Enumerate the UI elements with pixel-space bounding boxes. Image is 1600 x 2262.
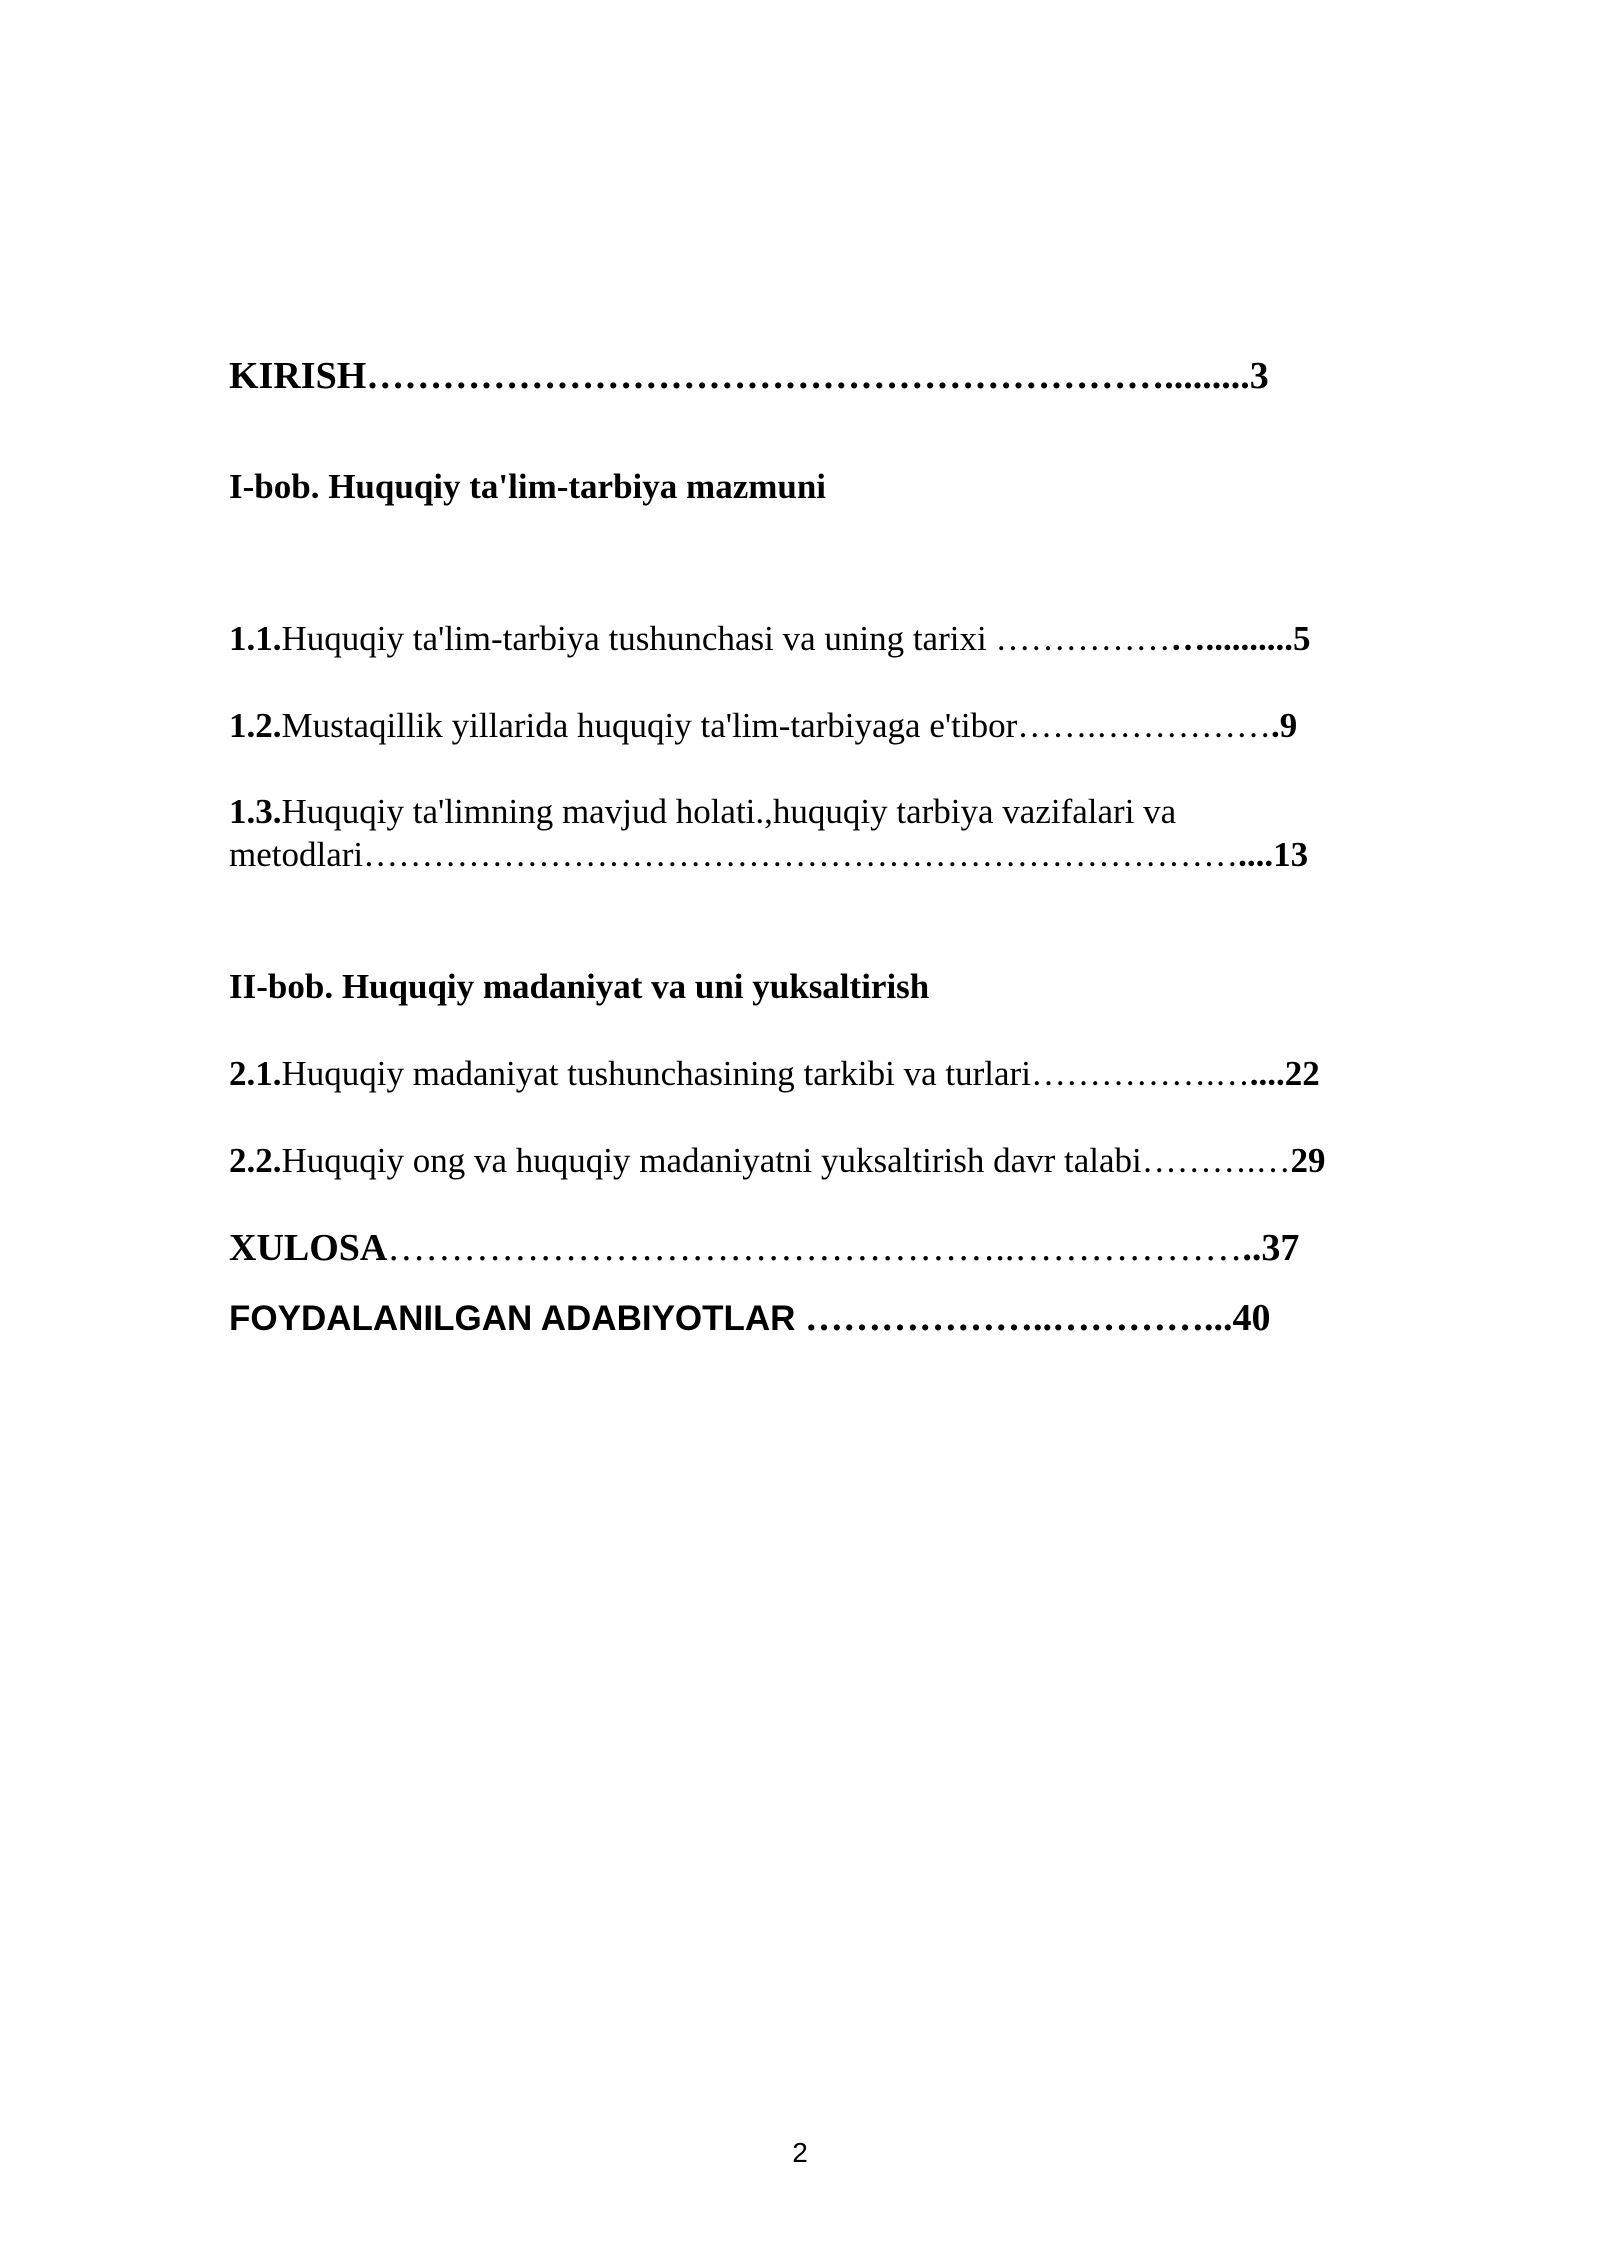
- toc-1-3-leader: …………………………………………………………………: [363, 835, 1239, 874]
- toc-adabiyotlar-label: FOYDALANILGAN ADABIYOTLAR: [229, 1299, 796, 1338]
- page-number: 2: [792, 2137, 808, 2168]
- toc-entry-1-3: [229, 790, 1176, 834]
- toc-1-2-leader: …….……………: [1017, 706, 1272, 745]
- toc-chapter-1-title: [229, 465, 826, 509]
- toc-xulosa-label: XULOSA: [229, 1227, 388, 1269]
- toc-1-3-page: 13: [1273, 835, 1309, 874]
- toc-2-2-leader: ……….…: [1141, 1141, 1291, 1180]
- toc-1-2-page: 9: [1279, 706, 1298, 745]
- toc-entry-1-1: [229, 617, 1310, 661]
- toc-xulosa-page: 37: [1261, 1227, 1300, 1269]
- toc-1-3-text-line2: metodlari: [229, 835, 364, 874]
- toc-1-1-page: 5: [1292, 619, 1311, 658]
- toc-2-1-leader-bold: ....: [1249, 1054, 1285, 1093]
- toc-chapter-2-title: [229, 965, 929, 1009]
- toc-adabiyotlar-page: 40: [1232, 1297, 1271, 1339]
- chapter-1-title-text: I-bob. Huquqiy ta'lim-tarbiya mazmuni: [229, 467, 827, 506]
- toc-kirish-page: 3: [1249, 355, 1269, 397]
- toc-2-1-page: 22: [1284, 1054, 1320, 1093]
- toc-2-1-number: 2.1.: [229, 1054, 282, 1093]
- toc-kirish-leader: ……………………………………………………….........: [366, 355, 1250, 397]
- toc-1-2-number: 1.2.: [229, 706, 282, 745]
- toc-1-1-leader-bold: …..........: [1170, 619, 1293, 658]
- toc-1-1-leader: ……………: [995, 619, 1171, 658]
- toc-entry-adabiyotlar: [229, 1296, 1270, 1341]
- toc-2-1-text: Huquqiy madaniyat tushunchasining tarkibi va turlari: [281, 1054, 1031, 1093]
- toc-1-3-text-line1: Huquqiy ta'limning mavjud holati.,huquqiy tarbiya vazifalari va: [281, 792, 1177, 831]
- toc-1-1-text: Huquqiy ta'lim-tarbiya tushunchasi va uning tarixi: [281, 619, 996, 658]
- toc-entry-1-2: [229, 704, 1297, 748]
- toc-entry-1-3-continued: [229, 833, 1308, 877]
- toc-2-2-text: Huquqiy ong va huquqiy madaniyatni yuksaltirish davr talabi: [281, 1141, 1142, 1180]
- toc-adabiyotlar-leader: ………………..…………...: [795, 1297, 1233, 1339]
- toc-1-2-text: Mustaqillik yillarida huquqiy ta'lim-tarbiyaga e'tibor: [281, 706, 1018, 745]
- toc-1-2-leader-bold: .: [1271, 706, 1280, 745]
- toc-2-2-number: 2.2.: [229, 1141, 282, 1180]
- toc-xulosa-leader-bold: ..: [1242, 1227, 1262, 1269]
- toc-entry-2-2: [229, 1139, 1326, 1183]
- toc-2-2-page: 29: [1290, 1141, 1326, 1180]
- toc-1-3-leader-bold: ....: [1238, 835, 1274, 874]
- toc-entry-kirish: [229, 354, 1269, 398]
- toc-entry-xulosa: [229, 1226, 1299, 1270]
- toc-xulosa-leader: …………………………………………..………………: [387, 1227, 1243, 1269]
- toc-1-1-number: 1.1.: [229, 619, 282, 658]
- chapter-2-title-text: II-bob. Huquqiy madaniyat va uni yuksaltirish: [229, 967, 930, 1006]
- toc-1-3-number: 1.3.: [229, 792, 282, 831]
- toc-2-1-leader: …………….…: [1030, 1054, 1250, 1093]
- toc-entry-2-1: [229, 1052, 1320, 1096]
- toc-kirish-label: KIRISH: [229, 355, 367, 397]
